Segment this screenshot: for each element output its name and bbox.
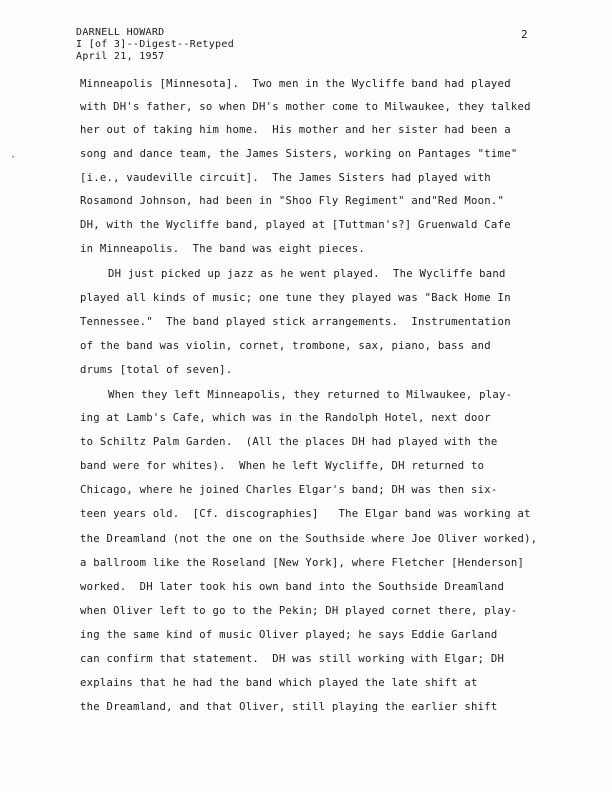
text-line: played all kinds of music; one tune they played was "Back Home In: [80, 292, 511, 304]
document-header: [76, 27, 234, 63]
text-line: with DH's father, so when DH's mother come to Milwaukee, they talked: [80, 101, 531, 113]
text-line: to Schiltz Palm Garden. (All the places DH had played with the: [80, 436, 498, 448]
text-line: DH just picked up jazz as he went played. The Wycliffe band: [108, 268, 506, 280]
interview-date: April 21, 1957: [76, 51, 165, 62]
text-line: song and dance team, the James Sisters, working on Pantages "time": [80, 148, 518, 160]
text-line: When they left Minneapolis, they returned to Milwaukee, play-: [108, 389, 513, 401]
text-line: a ballroom like the Roseland [New York], where Fletcher [Henderson]: [80, 557, 525, 569]
text-line: her out of taking him home. His mother and her sister had been a: [80, 124, 511, 136]
text-line: [i.e., vaudeville circuit]. The James Sisters had played with: [80, 172, 491, 184]
margin-mark: ·: [10, 152, 17, 163]
text-line: can confirm that statement. DH was still working with Elgar; DH: [80, 653, 505, 665]
text-line: teen years old. [Cf. discographies] The Elgar band was working at: [80, 508, 531, 520]
text-line: DH, with the Wycliffe band, played at [Tuttman's?] Gruenwald Cafe: [80, 219, 511, 231]
text-line: ing the same kind of music Oliver played; he says Eddie Garland: [80, 629, 498, 641]
text-line: Tennessee." The band played stick arrangements. Instrumentation: [80, 316, 511, 328]
text-line: of the band was violin, cornet, trombone, sax, piano, bass and: [80, 340, 491, 352]
text-line: when Oliver left to go to the Pekin; DH played cornet there, play-: [80, 605, 518, 617]
text-line: worked. DH later took his own band into the Southside Dreamland: [80, 581, 505, 593]
text-line: Chicago, where he joined Charles Elgar's band; DH was then six-: [80, 484, 498, 496]
text-line: Minneapolis [Minnesota]. Two men in the Wycliffe band had played: [80, 78, 511, 90]
text-line: ing at Lamb's Cafe, which was in the Randolph Hotel, next door: [80, 412, 491, 424]
text-line: the Dreamland (not the one on the Southside where Joe Oliver worked),: [80, 533, 538, 545]
text-line: the Dreamland, and that Oliver, still playing the earlier shift: [80, 701, 498, 713]
text-line: in Minneapolis. The band was eight pieces.: [80, 243, 366, 255]
text-line: drums [total of seven].: [80, 364, 233, 376]
text-line: band were for whites). When he left Wycliffe, DH returned to: [80, 460, 485, 472]
text-line: Rosamond Johnson, had been in "Shoo Fly Regiment" and"Red Moon.": [80, 195, 505, 207]
reel-info: I [of 3]--Digest--Retyped: [76, 39, 235, 50]
page-number: 2: [521, 28, 528, 41]
interviewee-name: DARNELL HOWARD: [76, 27, 165, 38]
text-line: explains that he had the band which played the late shift at: [80, 677, 478, 689]
